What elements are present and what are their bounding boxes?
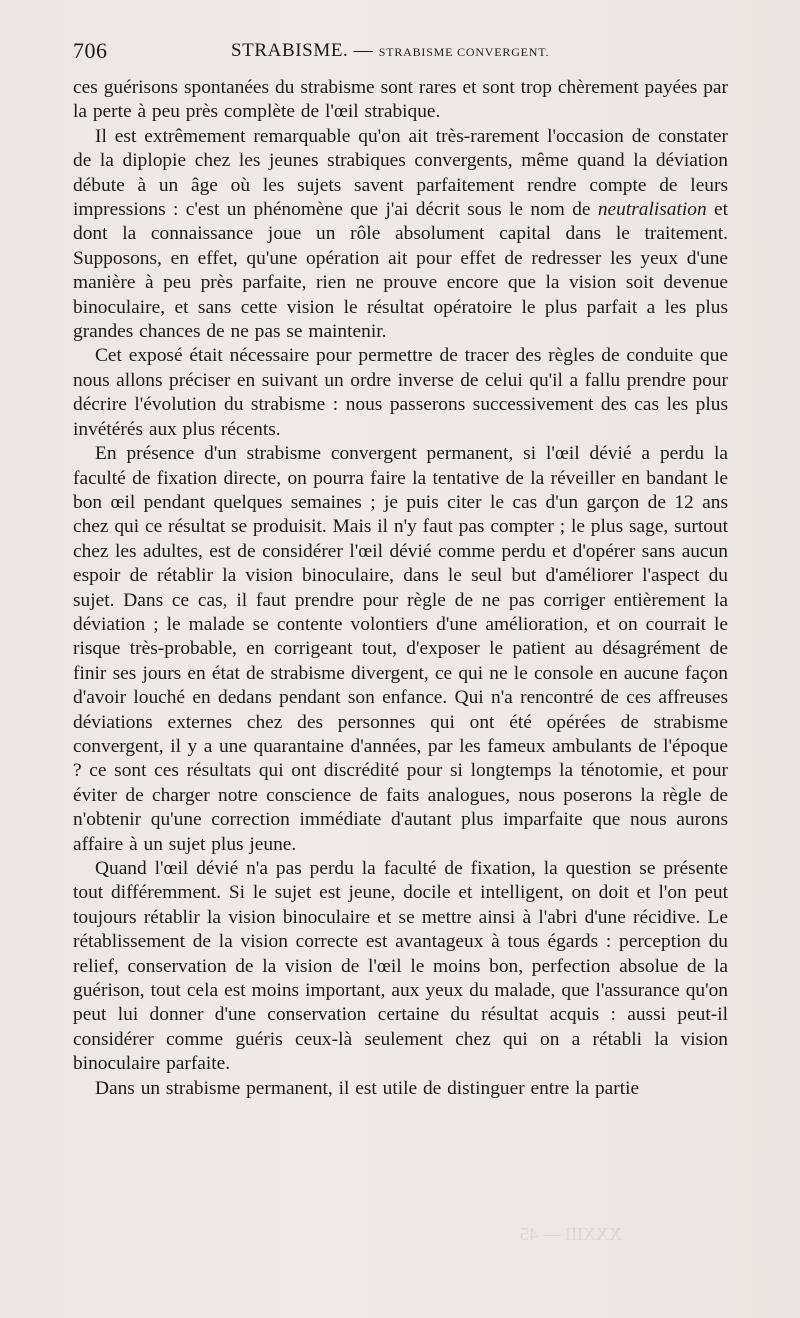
body-text [73, 76, 728, 1101]
paragraph [73, 344, 728, 442]
paragraph [73, 857, 728, 1077]
running-header [73, 38, 760, 68]
paragraph-text: En présence d'un strabisme convergent permanent, si l'œil dévié a perdu la faculté de fixation directe, on pourra faire la tentative de la réveiller en bandant le bon œil pendant quelques semaines ; je puis citer le cas d'un garçon de 12 ans chez qui ce résultat se produisit. Mais il n'y faut pas compter ; le plus sage, surtout chez les adultes, est de considérer l'œil dévié comme perdu et d'opérer sans aucun espoir de rétablir la vision binoculaire, dans le seul but d'améliorer l'aspect du sujet. Dans ce cas, il faut prendre pour règle de ne pas corriger entièrement la déviation ; le malade se contente volontiers d'une amélioration, et on courrait le risque très-probable, en corrigeant tout, d'exposer le patient au désagrément de finir ses jours en état de strabisme divergent, ce qui ne le console en aucune façon d'avoir louché en dedans pendant son enfance. Qui n'a rencontré de ces affreuses déviations externes chez des personnes qui ont été opérées de strabisme convergent, il y a une quarantaine d'années, par les fameux ambulants de l'époque ? ce sont ces résultats qui ont discrédité pour si longtemps la ténotomie, et pour éviter de charger notre conscience de faits analogues, nous poserons la règle de n'obtenir qu'une correction immédiate d'autant plus imparfaite que nous aurons affaire à un sujet plus jeune. [73, 443, 728, 855]
show-through-text: XXXIII — 45 [520, 1224, 622, 1244]
section-subtitle: STRABISME CONVERGENT. [378, 45, 550, 59]
italic-term: neutralisation [597, 199, 707, 221]
title-separator: — [353, 40, 374, 61]
paragraph-text: Cet exposé était nécessaire pour permettre de tracer des règles de conduite que nous allons préciser en suivant un ordre inverse de celui qu'il a fallu prendre pour décrire l'évolution du strabisme : nous passerons successivement des cas les plus invétérés aux plus récents. [73, 345, 728, 440]
page-number: 706 [73, 38, 108, 63]
running-title [231, 40, 549, 62]
paragraph [73, 442, 728, 857]
paragraph-text: Quand l'œil dévié n'a pas perdu la faculté de fixation, la question se présente tout différemment. Si le sujet est jeune, docile et intelligent, on doit et l'on peut toujours rétablir la vision binoculaire et se mettre ainsi à l'abri d'une récidive. Le rétablissement de la vision correcte est avantageux à tous égards : perception du relief, conservation de la vision de l'œil le moins bon, perfection absolue de la guérison, tout cela est moins important, aux yeux du malade, que l'assurance qu'on peut lui donner d'une conservation certaine du résultat acquis : aussi peut-il considérer comme guéris ceux-là seulement chez qui on a rétabli la vision binoculaire parfaite. [73, 858, 728, 1075]
paragraph-text: et dont la connaissance joue un rôle absolument capital dans le traitement. Supposons, en effet, qu'une opération ait pour effet de redresser les yeux d'une manière à peu près parfaite, rien ne prouve encore que la vision soit devenue binoculaire, et sans cette vision le résultat opératoire le plus parfait a les plus grandes chances de ne pas se maintenir. [73, 199, 728, 343]
paragraph [73, 125, 728, 345]
paragraph-text: Dans un strabisme permanent, il est utile de distinguer entre la partie [95, 1077, 640, 1099]
chapter-title: STRABISME. [231, 40, 349, 61]
paragraph-text: ces guérisons spontanées du strabisme sont rares et sont trop chèrement payées par la perte à peu près complète de l'œil strabique. [73, 77, 728, 123]
paragraph-text: Il est extrêmement remarquable qu'on ait très-rarement l'occasion de constater de la diplopie chez les jeunes strabiques convergents, même quand la déviation débute à un âge où les sujets savent parfaitement rendre compte de leurs impressions : c'est un phénomène que j'ai décrit sous le nom de [73, 125, 728, 221]
paragraph [73, 76, 728, 125]
paragraph [73, 1077, 728, 1101]
